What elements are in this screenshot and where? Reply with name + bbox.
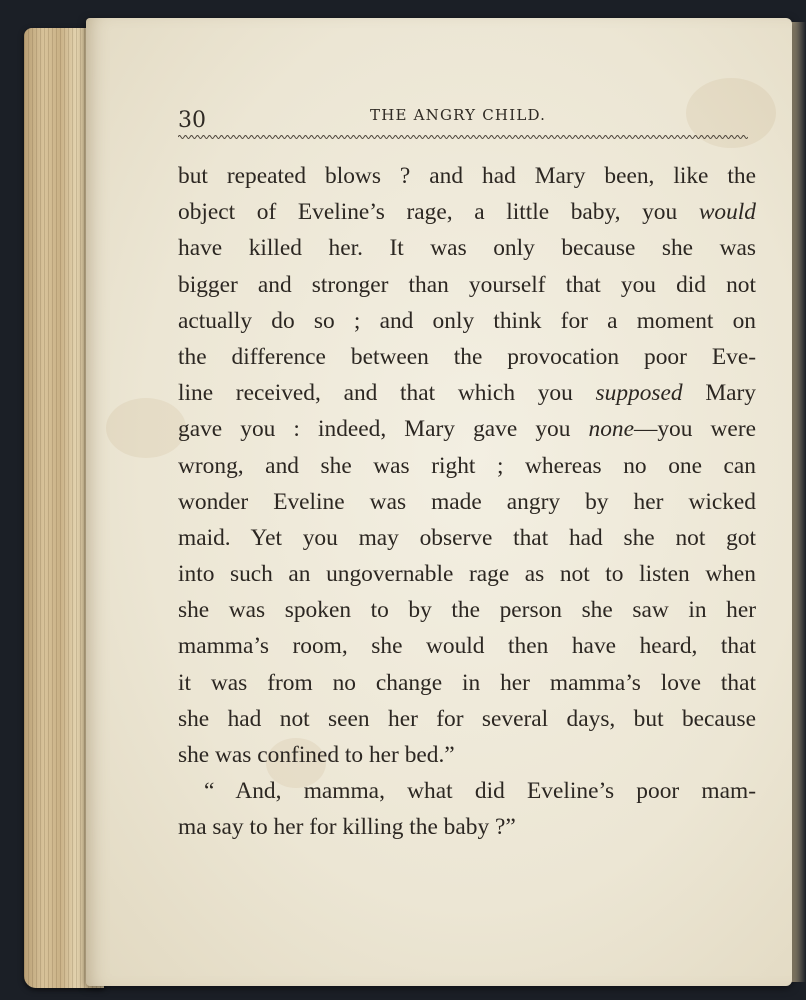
text-line [178, 809, 756, 845]
text-line [178, 484, 756, 520]
text-line [178, 592, 756, 628]
text-line [178, 556, 756, 592]
text-line [178, 665, 756, 701]
text-segment: line received, and that which you [178, 380, 596, 407]
running-head: THE ANGRY CHILD. [370, 106, 547, 124]
text-line [178, 628, 756, 664]
text-line [178, 194, 756, 230]
text-segment: it was from no change in her mamma’s love that [178, 669, 756, 696]
text-line [178, 701, 756, 737]
text-segment: wonder Eveline was made angry by her wicked [178, 488, 756, 515]
wavy-rule [178, 132, 748, 142]
text-line [178, 267, 756, 303]
body-text [178, 158, 756, 846]
text-line [178, 737, 756, 773]
text-segment: into such an ungovernable rage as not to listen when [178, 561, 756, 588]
text-segment: “ And, mamma, what did Eveline’s poor mam- [204, 778, 756, 805]
text-segment: —you were [633, 416, 756, 443]
page-number: 30 [178, 108, 206, 133]
text-line [178, 158, 756, 194]
paper-stain [106, 398, 186, 458]
text-segment: ma say to her for killing the baby ?” [178, 814, 516, 841]
text-segment: bigger and stronger than yourself that you did not [178, 271, 756, 298]
text-line [178, 375, 756, 411]
text-segment: she was spoken to by the person she saw in her [178, 597, 756, 624]
text-segment: Mary [682, 380, 757, 407]
text-line [178, 339, 756, 375]
text-segment: but repeated blows ? and had Mary been, like the [178, 163, 756, 189]
italic-word: none [588, 416, 634, 443]
text-line [178, 303, 756, 339]
text-segment: wrong, and she was right ; whereas no one can [178, 452, 756, 479]
text-segment: maid. Yet you may observe that had she not got [178, 524, 756, 551]
text-segment: mamma’s room, she would then have heard, that [178, 633, 756, 660]
text-line [178, 230, 756, 266]
text-segment: the difference between the provocation poor Eve- [178, 343, 756, 370]
text-segment: object of Eveline’s rage, a little baby, you [178, 199, 699, 226]
text-segment: actually do so ; and only think for a moment on [178, 307, 756, 334]
text-line [178, 520, 756, 556]
text-segment: have killed her. It was only because she was [178, 235, 756, 262]
text-line [178, 773, 756, 809]
text-segment: she had not seen her for several days, but because [178, 705, 756, 732]
text-segment: gave you : indeed, Mary gave you [178, 416, 589, 443]
italic-word: would [698, 199, 756, 226]
italic-word: supposed [595, 380, 683, 407]
text-line [178, 411, 756, 447]
text-segment: she was confined to her bed.” [178, 742, 455, 768]
text-line [178, 448, 756, 484]
